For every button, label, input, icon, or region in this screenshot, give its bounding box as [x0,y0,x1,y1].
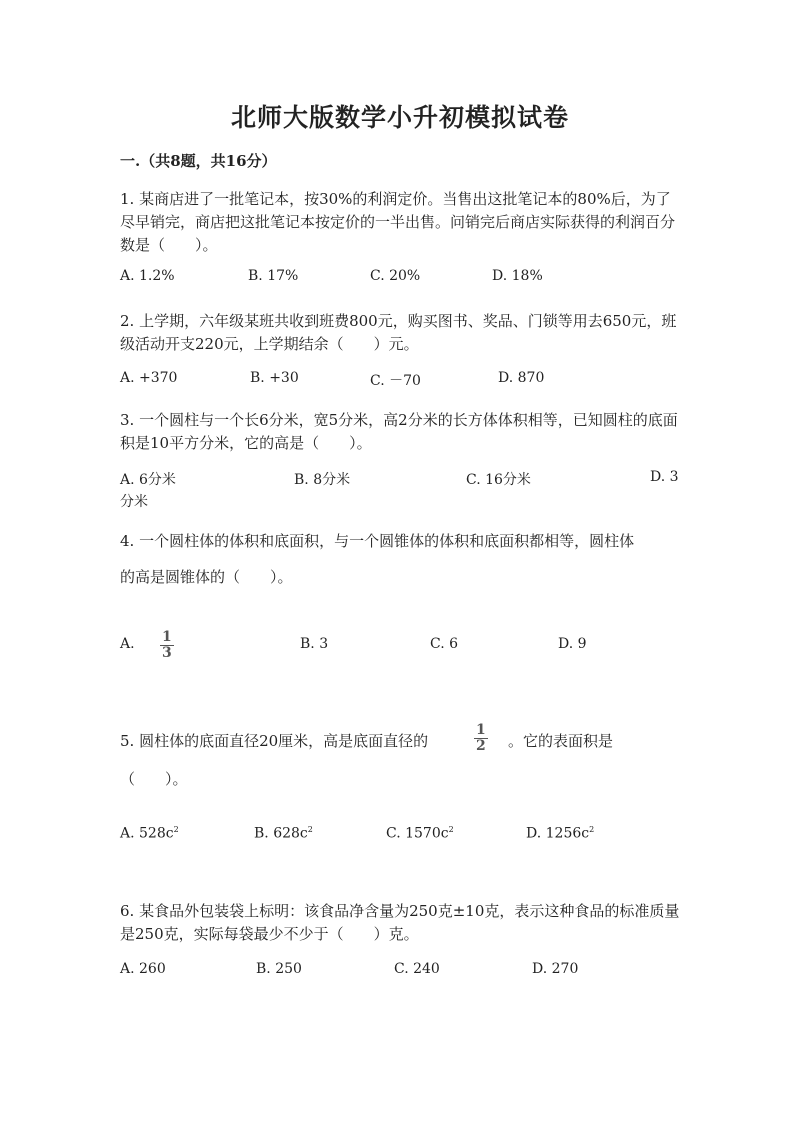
question-5-text: 5. 圆柱体的底面直径20厘米，高是底面直径的 [120,732,429,750]
question-5-option-c[interactable]: C. $1570c^2$ [386,825,454,842]
question-5-option-b[interactable]: B. $628c^2$ [254,825,313,842]
question-3-text: 3. 一个圆柱与一个长6分米，宽5分米，高2分米的长方体体积相等，已知圆柱的底面积是10平方分米，它的高是（ ）。 [120,411,678,452]
question-1-option-b[interactable]: B. 17% [248,268,299,284]
question-2-option-b[interactable]: B. +30 [250,370,299,386]
page-title: 北师大版数学小升初模拟试卷 [230,103,569,132]
question-4-text: 4. 一个圆柱体的体积和底面积，与一个圆锥体的体积和底面积都相等，圆柱体 [120,532,635,550]
question-1-option-a[interactable]: A. 1.2% [120,268,175,284]
question-4-option-b[interactable]: B. 3 [300,636,329,652]
question-4-option-a-fraction [160,630,174,661]
question-5-option-a[interactable]: A. $528c^2$ [120,825,179,842]
question-5-text-line2: （ ）。 [120,770,188,788]
question-4-option-d[interactable]: D. 9 [558,636,587,652]
question-3-option-b[interactable]: B. 8分米 [294,472,351,488]
question-5-option-d[interactable]: D. $1256c^2$ [526,825,595,842]
section-heading: 一.（共8题，共16分） [120,152,277,170]
fraction-denominator: 3 [162,645,172,661]
question-3-option-c[interactable]: C. 16分米 [466,472,531,488]
question-6-option-d[interactable]: D. 270 [532,961,579,977]
question-2-option-a[interactable]: A. +370 [120,370,178,386]
question-5-text-after: 。它的表面积是 [508,732,614,750]
fraction-denominator: 2 [476,738,486,754]
question-6-option-a[interactable]: A. 260 [120,961,166,977]
question-1-text: 1. 某商店进了一批笔记本，按30%的利润定价。当售出这批笔记本的80%后，为了尽早销完，商店把这批笔记本按定价的一半出售。问销完后商店实际获得的利润百分数是（ ）。 [120,190,676,254]
question-4-option-c[interactable]: C. 6 [430,636,459,652]
question-3-option-a[interactable]: A. 6分米 [120,472,176,488]
question-2-option-c[interactable]: C. －70 [370,373,421,389]
question-1-option-d[interactable]: D. 18% [492,268,543,284]
question-3-option-d[interactable]: D. 3 [650,469,679,485]
question-2-option-d[interactable]: D. 870 [498,370,545,386]
fraction-numerator: 1 [476,722,486,738]
question-1-option-c[interactable]: C. 20% [370,268,421,284]
question-6-text: 6. 某食品外包装袋上标明：该食品净含量为250克±10克，表示这种食品的标准质量是250克，实际每袋最少不少于（ ）克。 [120,902,680,943]
question-3-option-d-wrap: 分米 [120,494,148,510]
question-6-option-b[interactable]: B. 250 [256,961,302,977]
question-4-text-line2: 的高是圆锥体的（ ）。 [120,568,293,586]
question-5-fraction [474,723,488,754]
fraction-numerator: 1 [162,629,172,645]
question-2-text: 2. 上学期，六年级某班共收到班费800元，购买图书、奖品、门锁等用去650元，班级活动开支220元，上学期结余（ ）元。 [120,312,677,353]
question-4-option-a[interactable]: A. [120,636,135,652]
question-6-option-c[interactable]: C. 240 [394,961,440,977]
